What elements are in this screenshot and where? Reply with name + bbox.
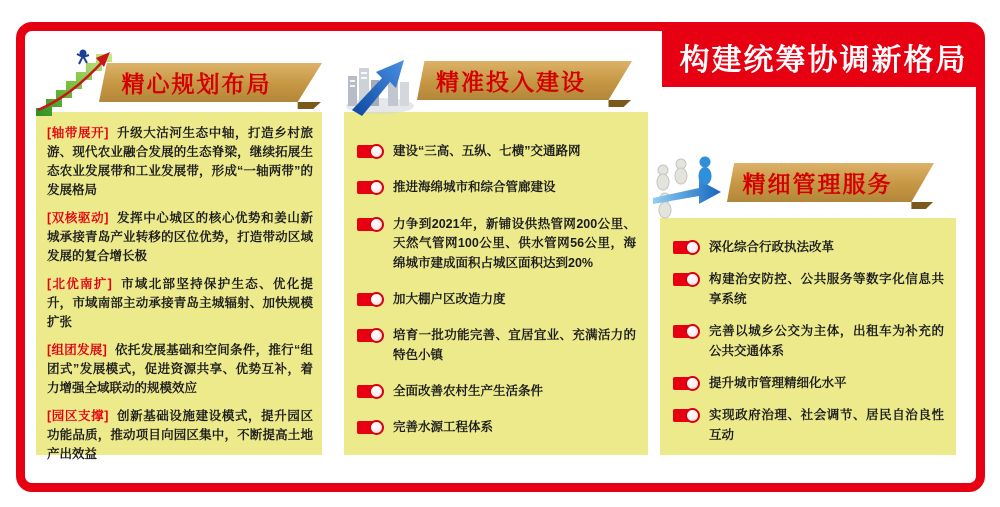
list-item [673,374,944,393]
item-text: 升级大沽河生态中轴，打造乡村旅游、现代农业融合发展的生态脊梁，继续拓展生态农业发展带和工业发展带，形成“一轴两带”的发展格局 [47,126,313,197]
list-item [47,275,313,332]
list-item [47,341,313,398]
item-text: 加大棚户区改造力度 [393,291,506,306]
item-text: 推进海绵城市和综合管廊建设 [393,180,556,195]
panel-invest [344,112,648,455]
list-item [47,407,313,464]
item-text: 发挥中心城区的核心优势和姜山新城承接青岛产业转移的区位优势，打造带动区域发展的复合增长极 [47,211,313,263]
toggle-bullet-icon [673,408,700,423]
toggle-bullet-icon [357,420,384,435]
toggle-bullet-icon [673,272,700,287]
toggle-knob [369,144,384,159]
item-text: 依托发展基础和空间条件，推行“组团式”发展模式，促进资源共享、优势互补，着力增强全域联动的规模效应 [47,343,313,395]
toggle-knob [369,420,384,435]
item-text: 力争到2021年，新铺设供热管网200公里、天然气管网100公里、供水管网56公里，海绵城市建成面积占城区面积达到20% [393,216,636,270]
section-ribbon-plan [98,62,322,110]
item-label: [园区支撑] [47,409,109,423]
item-text: 实现政府治理、社会调节、居民自治良性互动 [709,408,944,442]
list-item [357,290,636,309]
section-header-plan: 精心规划布局 [121,70,272,97]
toggle-knob [685,272,700,287]
list-item [357,326,636,365]
plan-items-list [47,124,313,464]
toggle-bullet-icon [673,240,700,255]
toggle-knob [369,292,384,307]
list-item [673,270,944,309]
list-item [357,142,636,161]
toggle-knob [685,240,700,255]
toggle-knob [369,328,384,343]
item-label: [双核驱动] [47,211,109,225]
toggle-knob [369,217,384,232]
item-label: [组团发展] [47,343,107,357]
item-text: 市域北部坚持保护生态、优化提升，市域南部主动承接青岛主城辐射、加快规模扩张 [47,277,313,329]
list-item [357,178,636,197]
toggle-knob [369,180,384,195]
item-text: 完善水源工程体系 [393,420,494,435]
list-item [357,215,636,273]
section-ribbon-invest [416,60,632,108]
list-item [673,322,944,361]
team-figures-icon [648,150,732,224]
toggle-bullet-icon [673,324,700,339]
banner-title: 构建统筹协调新格局 [679,44,968,77]
item-text: 创新基础设施建设模式，提升园区功能品质，推动项目向园区集中，不断提高土地产出效益 [47,409,313,461]
panel-manage [660,218,956,455]
list-item [673,238,944,257]
section-ribbon-manage [726,162,934,210]
item-text: 提升城市管理精细化水平 [709,375,847,390]
item-text: 建设“三高、五纵、七横”交通路网 [393,144,581,158]
list-item [47,124,313,200]
toggle-knob [685,324,700,339]
invest-items-list [357,142,636,438]
toggle-knob [685,408,700,423]
section-header-manage: 精细管理服务 [742,170,893,197]
item-label: [北优南扩] [47,277,112,291]
item-text: 培育一批功能完善、宜居宜业、充满活力的特色小镇 [393,328,636,362]
toggle-bullet-icon [357,384,384,399]
toggle-bullet-icon [357,217,384,232]
item-text: 构建治安防控、公共服务等数字化信息共享系统 [709,272,944,306]
item-label: [轴带展开] [47,126,109,140]
item-text: 全面改善农村生产生活条件 [393,384,544,398]
list-item [357,418,636,437]
toggle-bullet-icon [357,180,384,195]
item-text: 深化综合行政执法改革 [709,240,835,254]
list-item [673,406,944,445]
title-banner [662,27,985,87]
item-text: 完善以城乡公交为主体，出租车为补充的公共交通体系 [709,324,944,358]
toggle-bullet-icon [357,292,384,307]
toggle-bullet-icon [673,376,700,391]
toggle-knob [685,376,700,391]
toggle-knob [369,384,384,399]
toggle-bullet-icon [357,328,384,343]
list-item [47,209,313,266]
manage-items-list [673,238,944,445]
city-growth-icon [342,44,422,116]
list-item [357,382,636,401]
toggle-bullet-icon [357,144,384,159]
section-header-invest: 精准投入建设 [436,68,587,95]
panel-plan [36,112,322,461]
